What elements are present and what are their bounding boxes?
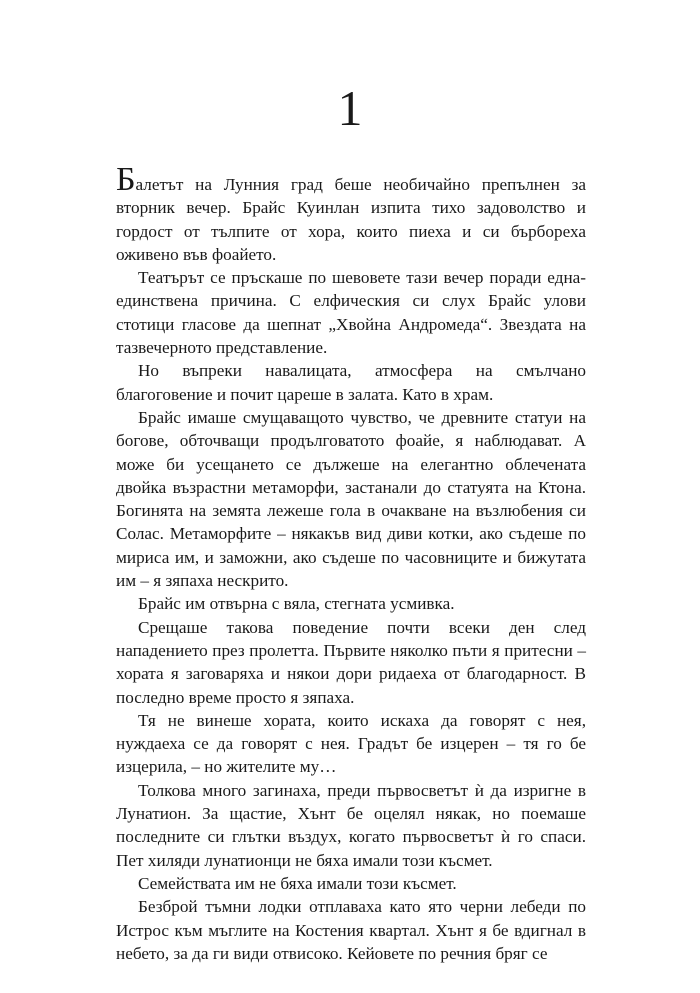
- chapter-text: [116, 161, 586, 965]
- chapter-number: 1: [337, 80, 363, 136]
- paragraph-7: Тя не винеше хората, които искаха да говорят с нея, нуждаеха се да говорят с нея. Градът бе изцерен – тя го бе изцерила, – но жителите му…: [116, 710, 586, 777]
- paragraph-10: Безброй тъмни лодки отплаваха като ято черни лебеди по Истрос към мъглите на Костения квартал. Хънт я бе вдигнал в небето, за да ги види отвисоко. Кейовете по речния бряг се: [116, 897, 586, 963]
- paragraph-5: Брайс им отвърна с вяла, стегната усмивка.: [138, 594, 455, 614]
- paragraph-3: Но въпреки навалицата, атмосфера на смълчано благоговение и почит цареше в залата. Като в храм.: [116, 361, 586, 404]
- paragraph-8: Толкова много загинаха, преди първосветът ѝ да изригне в Лунатион. За щастие, Хънт бе оцелял някак, но поемаше последните си глътки въздух, когато първосветът ѝ го спаси. Пет хиляди лунатионци не бяха имали този късмет.: [116, 780, 586, 870]
- paragraph-2: Театърът се пръскаше по шевовете тази вечер поради една-единствена причина. С елфическия си слух Брайс улови стотици гласове да шепнат „Хвойна Андромеда“. Звездата на тазвечерното представление.: [116, 268, 586, 358]
- paragraph-4: Брайс имаше смущаващото чувство, че древните статуи на богове, обточващи продълговатото фоайе, я наблюдават. А може би усещането се дължеше на елегантно облечената двойка възрастни метаморфи, застанали до статуята на Ктона. Богинята на земята лежеше гола в очакване на възлюбения си Солас. Метаморфите – някакъв вид диви котки, ако съдеше по мириса им, и заможни, ако съдеше по часовниците и бижутата им – я зяпаха нескрито.: [116, 407, 586, 591]
- paragraph-1: [116, 161, 586, 266]
- paragraph-6: Срещаше такова поведение почти всеки ден след нападението през пролетта. Първите няколко пъти я притесни – хората я заговаряха и някои дори ридаеха от благодарност. В последно време просто я зяпаха.: [116, 617, 586, 707]
- paragraph-1-text: алетът на Лунния град беше необичайно препълнен за вторник вечер. Брайс Куинлан изпита тихо задоволство и гордост от тълпите от хора, които пиеха и си бърбореха оживено във фоайето.: [116, 175, 586, 264]
- drop-cap-initial: Б: [116, 161, 136, 198]
- paragraph-9: Семействата им не бяха имали този късмет.: [138, 873, 457, 893]
